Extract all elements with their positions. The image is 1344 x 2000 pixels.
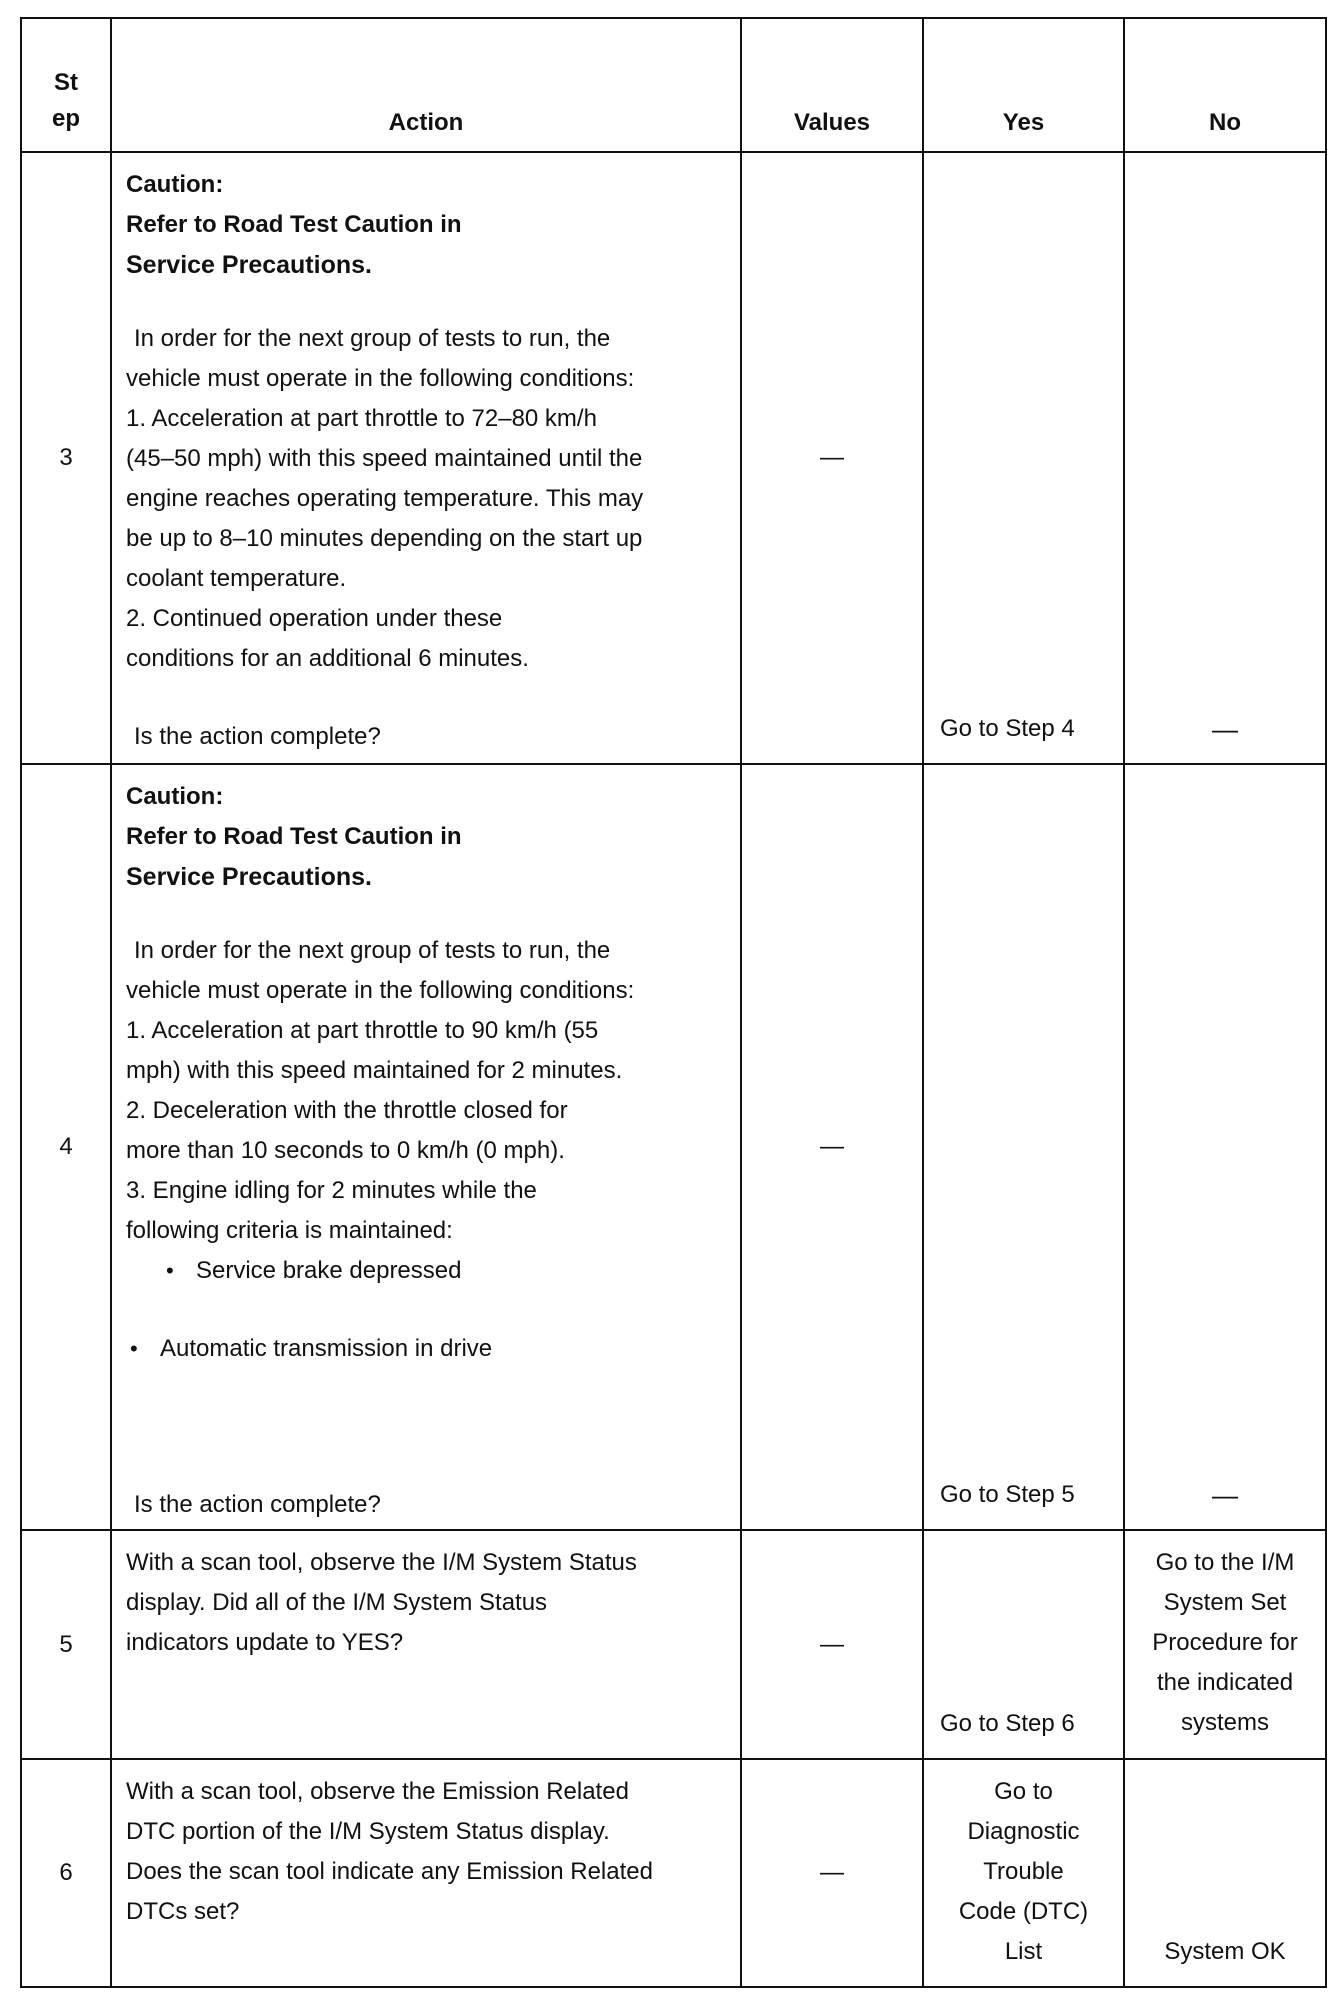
- no-result: System OK: [1164, 1938, 1286, 1965]
- no-result-line: Go to the I/M: [1155, 1549, 1295, 1576]
- no-cell: [1124, 1759, 1326, 1987]
- no-result-line: System Set: [1163, 1589, 1287, 1616]
- yes-cell: [923, 764, 1124, 1530]
- action-line: 1. Acceleration at part throttle to 90 km/h (55: [126, 1017, 599, 1044]
- yes-result: Go to Step 6: [940, 1710, 1075, 1737]
- step-number: 5: [21, 1530, 111, 1759]
- header-yes: Yes: [923, 18, 1124, 152]
- no-result: —: [1212, 1480, 1238, 1510]
- action-cell: [111, 1530, 741, 1759]
- action-line: engine reaches operating temperature. This may: [126, 485, 644, 512]
- caution-text: Service Precautions.: [126, 863, 372, 891]
- action-line: DTC portion of the I/M System Status display.: [126, 1818, 610, 1845]
- diagnostic-procedure-table: [20, 17, 1327, 1988]
- bullet-icon: •: [166, 1258, 174, 1283]
- no-cell: [1124, 152, 1326, 764]
- action-line: 2. Deceleration with the throttle closed for: [126, 1097, 568, 1124]
- bullet-text: Service brake depressed: [196, 1257, 462, 1284]
- action-line: indicators update to YES?: [126, 1629, 404, 1656]
- action-line: following criteria is maintained:: [126, 1217, 453, 1244]
- yes-result: Go to Step 4: [940, 715, 1075, 742]
- action-line: (45–50 mph) with this speed maintained until the: [126, 445, 643, 472]
- header-action: Action: [111, 18, 741, 152]
- action-line: DTCs set?: [126, 1898, 240, 1925]
- header-values: Values: [741, 18, 923, 152]
- no-result: —: [1212, 714, 1238, 744]
- action-line: conditions for an additional 6 minutes.: [126, 645, 529, 672]
- action-line: more than 10 seconds to 0 km/h (0 mph).: [126, 1137, 565, 1164]
- header-step-line2: ep: [51, 105, 80, 132]
- action-line: Does the scan tool indicate any Emission Related: [126, 1858, 653, 1885]
- header-no: No: [1124, 18, 1326, 152]
- yes-result-line: Trouble: [983, 1858, 1064, 1885]
- values-cell: —: [741, 1759, 923, 1987]
- action-line: With a scan tool, observe the Emission Related: [126, 1778, 629, 1805]
- yes-cell: [923, 1530, 1124, 1759]
- no-result-line: systems: [1180, 1709, 1269, 1736]
- action-line: 3. Engine idling for 2 minutes while the: [126, 1177, 537, 1204]
- no-cell: [1124, 764, 1326, 1530]
- caution-label: Caution:: [126, 783, 224, 810]
- action-line: display. Did all of the I/M System Status: [126, 1589, 548, 1616]
- action-line: vehicle must operate in the following conditions:: [126, 365, 635, 392]
- action-line: 1. Acceleration at part throttle to 72–80 km/h: [126, 405, 597, 432]
- table-row-step-5: [21, 1530, 1326, 1759]
- caution-label: Caution:: [126, 171, 224, 198]
- action-line: vehicle must operate in the following conditions:: [126, 977, 635, 1004]
- action-question: Is the action complete?: [134, 723, 381, 750]
- action-line: 2. Continued operation under these: [126, 605, 503, 632]
- step-number: 4: [21, 764, 111, 1530]
- action-line: In order for the next group of tests to run, the: [134, 937, 611, 964]
- yes-result-line: List: [1004, 1938, 1043, 1965]
- action-line: In order for the next group of tests to run, the: [134, 325, 611, 352]
- action-question: Is the action complete?: [134, 1491, 381, 1518]
- table-row-step-4: [21, 764, 1326, 1530]
- action-line: With a scan tool, observe the I/M System Status: [126, 1549, 637, 1576]
- yes-result-line: Code (DTC): [958, 1898, 1089, 1925]
- no-result-line: Procedure for: [1152, 1629, 1298, 1656]
- table-row-step-6: [21, 1759, 1326, 1987]
- yes-result-line: Go to: [994, 1778, 1053, 1805]
- values-cell: —: [741, 152, 923, 764]
- yes-result: Go to Step 5: [940, 1481, 1075, 1508]
- bullet-icon: •: [130, 1336, 138, 1361]
- caution-text: Refer to Road Test Caution in: [126, 823, 462, 850]
- table-header-row: [21, 18, 1326, 152]
- action-line: be up to 8–10 minutes depending on the start up: [126, 525, 643, 552]
- yes-cell: [923, 152, 1124, 764]
- header-step-line1: St: [54, 69, 78, 96]
- header-step: [21, 18, 111, 152]
- yes-result-line: Diagnostic: [967, 1818, 1080, 1845]
- bullet-item: [126, 1251, 722, 1291]
- step-number: 3: [21, 152, 111, 764]
- bullet-item: [126, 1329, 722, 1369]
- action-line: mph) with this speed maintained for 2 minutes.: [126, 1057, 623, 1084]
- action-cell: [111, 152, 741, 764]
- values-cell: —: [741, 764, 923, 1530]
- table-row-step-3: [21, 152, 1326, 764]
- yes-cell: [923, 1759, 1124, 1987]
- caution-text: Service Precautions.: [126, 251, 372, 279]
- no-result-line: the indicated: [1156, 1669, 1294, 1696]
- no-cell: [1124, 1530, 1326, 1759]
- bullet-text: Automatic transmission in drive: [160, 1335, 493, 1362]
- caution-text: Refer to Road Test Caution in: [126, 211, 462, 238]
- values-cell: —: [741, 1530, 923, 1759]
- action-cell: [111, 764, 741, 1530]
- step-number: 6: [21, 1759, 111, 1987]
- action-cell: [111, 1759, 741, 1987]
- action-line: coolant temperature.: [126, 565, 347, 592]
